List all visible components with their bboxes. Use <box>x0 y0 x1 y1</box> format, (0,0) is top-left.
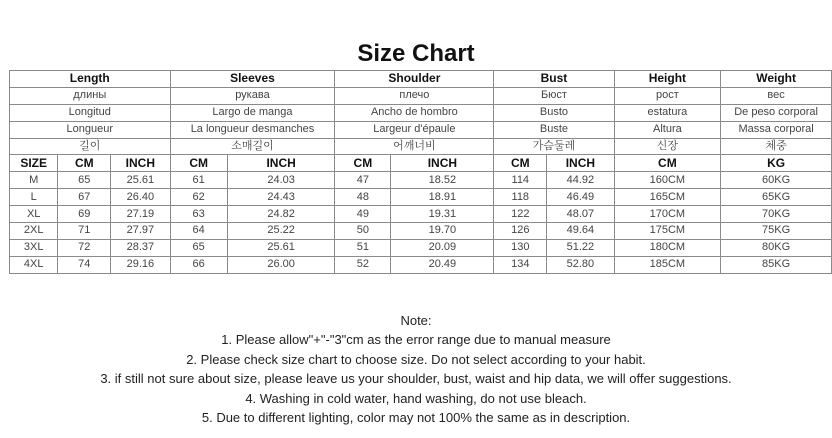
note-item: 3. if still not sure about size, please leave us your shoulder, bust, waist and hip data, we will offer suggestions. <box>100 371 732 387</box>
translation-height: Altura <box>614 121 721 138</box>
size-chart-title: Size Chart <box>357 40 475 67</box>
table-row <box>10 172 832 189</box>
translation-sleeves: Largo de manga <box>170 104 335 121</box>
cell-weight: 75KG <box>721 223 832 240</box>
cell-height: 175CM <box>614 223 721 240</box>
cell-sleeves-cm: 63 <box>170 206 227 223</box>
cell-size: XL <box>10 206 58 223</box>
cell-length-cm: 69 <box>58 206 111 223</box>
cell-sleeves-cm: 66 <box>170 256 227 273</box>
header-length: Length <box>10 71 171 88</box>
cell-sleeves-cm: 61 <box>170 172 227 189</box>
cell-bust-inch: 49.64 <box>547 223 614 240</box>
table-row <box>10 256 832 273</box>
cell-length-inch: 26.40 <box>111 189 170 206</box>
header-shoulder: Shoulder <box>335 71 494 88</box>
cell-height: 180CM <box>614 239 721 256</box>
cell-shoulder-cm: 47 <box>335 172 391 189</box>
cell-length-inch: 27.97 <box>111 223 170 240</box>
cell-size: M <box>10 172 58 189</box>
col-weight-kg: KG <box>721 155 832 172</box>
translation-sleeves: La longueur desmanches <box>170 121 335 138</box>
cell-length-inch: 28.37 <box>111 239 170 256</box>
cell-length-cm: 65 <box>58 172 111 189</box>
cell-size: 4XL <box>10 256 58 273</box>
translation-row-spanish <box>10 104 832 121</box>
col-length-inch: INCH <box>111 155 170 172</box>
cell-bust-inch: 46.49 <box>547 189 614 206</box>
cell-height: 160CM <box>614 172 721 189</box>
cell-shoulder-inch: 19.31 <box>391 206 494 223</box>
size-chart-body <box>10 71 832 274</box>
col-height-cm: CM <box>614 155 721 172</box>
cell-shoulder-inch: 19.70 <box>391 223 494 240</box>
cell-bust-cm: 118 <box>494 189 547 206</box>
note-item: 4. Washing in cold water, hand washing, do not use bleach. <box>245 390 587 406</box>
cell-length-inch: 27.19 <box>111 206 170 223</box>
cell-bust-cm: 114 <box>494 172 547 189</box>
header-weight: Weight <box>721 71 832 88</box>
note-item: 2. Please check size chart to choose size. Do not select according to your habit. <box>186 351 646 367</box>
translation-bust: 가슴둘레 <box>494 138 614 155</box>
cell-weight: 80KG <box>721 239 832 256</box>
notes-heading: Note: <box>400 313 432 328</box>
translation-shoulder: плечо <box>335 87 494 104</box>
cell-shoulder-cm: 52 <box>335 256 391 273</box>
translation-bust: Бюст <box>494 87 614 104</box>
translation-bust: Buste <box>494 121 614 138</box>
cell-shoulder-cm: 49 <box>335 206 391 223</box>
col-bust-inch: INCH <box>547 155 614 172</box>
cell-shoulder-cm: 50 <box>335 223 391 240</box>
cell-bust-cm: 134 <box>494 256 547 273</box>
cell-shoulder-cm: 48 <box>335 189 391 206</box>
cell-shoulder-cm: 51 <box>335 239 391 256</box>
col-length-cm: CM <box>58 155 111 172</box>
cell-sleeves-cm: 65 <box>170 239 227 256</box>
cell-length-cm: 72 <box>58 239 111 256</box>
header-bust: Bust <box>494 71 614 88</box>
cell-length-cm: 74 <box>58 256 111 273</box>
col-sleeves-inch: INCH <box>227 155 335 172</box>
col-size: SIZE <box>10 155 58 172</box>
cell-sleeves-inch: 26.00 <box>227 256 335 273</box>
unit-header-row <box>10 155 832 172</box>
cell-sleeves-inch: 25.61 <box>227 239 335 256</box>
translation-length: Longitud <box>10 104 171 121</box>
translation-height: 신장 <box>614 138 721 155</box>
cell-sleeves-inch: 24.03 <box>227 172 335 189</box>
table-row <box>10 223 832 240</box>
measurement-header-row <box>10 71 832 88</box>
cell-shoulder-inch: 18.91 <box>391 189 494 206</box>
col-shoulder-inch: INCH <box>391 155 494 172</box>
translation-row-russian <box>10 87 832 104</box>
cell-weight: 85KG <box>721 256 832 273</box>
translation-row-korean <box>10 138 832 155</box>
cell-bust-cm: 130 <box>494 239 547 256</box>
translation-weight: De peso corporal <box>721 104 832 121</box>
translation-bust: Busto <box>494 104 614 121</box>
translation-height: рост <box>614 87 721 104</box>
cell-length-inch: 29.16 <box>111 256 170 273</box>
table-row <box>10 239 832 256</box>
cell-sleeves-cm: 64 <box>170 223 227 240</box>
translation-height: estatura <box>614 104 721 121</box>
cell-weight: 60KG <box>721 172 832 189</box>
cell-shoulder-inch: 20.49 <box>391 256 494 273</box>
table-row <box>10 206 832 223</box>
col-shoulder-cm: CM <box>335 155 391 172</box>
cell-size: L <box>10 189 58 206</box>
cell-bust-inch: 51.22 <box>547 239 614 256</box>
table-row <box>10 189 832 206</box>
cell-bust-cm: 126 <box>494 223 547 240</box>
cell-bust-inch: 44.92 <box>547 172 614 189</box>
cell-size: 2XL <box>10 223 58 240</box>
translation-length: 길이 <box>10 138 171 155</box>
header-height: Height <box>614 71 721 88</box>
translation-shoulder: Ancho de hombro <box>335 104 494 121</box>
translation-shoulder: Largeur d'épaule <box>335 121 494 138</box>
col-sleeves-cm: CM <box>170 155 227 172</box>
translation-row-french <box>10 121 832 138</box>
note-item: 5. Due to different lighting, color may not 100% the same as in description. <box>201 409 631 425</box>
cell-size: 3XL <box>10 239 58 256</box>
cell-shoulder-inch: 18.52 <box>391 172 494 189</box>
cell-height: 165CM <box>614 189 721 206</box>
cell-bust-inch: 52.80 <box>547 256 614 273</box>
cell-weight: 70KG <box>721 206 832 223</box>
translation-sleeves: 소매길이 <box>170 138 335 155</box>
cell-length-cm: 67 <box>58 189 111 206</box>
notes-section <box>0 311 832 427</box>
cell-sleeves-inch: 25.22 <box>227 223 335 240</box>
translation-sleeves: рукава <box>170 87 335 104</box>
header-sleeves: Sleeves <box>170 71 335 88</box>
cell-sleeves-cm: 62 <box>170 189 227 206</box>
translation-weight: Massa corporal <box>721 121 832 138</box>
cell-length-inch: 25.61 <box>111 172 170 189</box>
cell-height: 185CM <box>614 256 721 273</box>
cell-bust-inch: 48.07 <box>547 206 614 223</box>
cell-bust-cm: 122 <box>494 206 547 223</box>
translation-weight: 체중 <box>721 138 832 155</box>
cell-length-cm: 71 <box>58 223 111 240</box>
cell-sleeves-inch: 24.82 <box>227 206 335 223</box>
col-bust-cm: CM <box>494 155 547 172</box>
size-chart-table <box>9 70 832 274</box>
cell-sleeves-inch: 24.43 <box>227 189 335 206</box>
translation-weight: вес <box>721 87 832 104</box>
translation-length: Longueur <box>10 121 171 138</box>
cell-weight: 65KG <box>721 189 832 206</box>
cell-shoulder-inch: 20.09 <box>391 239 494 256</box>
note-item: 1. Please allow"+"-"3"cm as the error range due to manual measure <box>221 332 611 348</box>
cell-height: 170CM <box>614 206 721 223</box>
translation-shoulder: 어깨너비 <box>335 138 494 155</box>
translation-length: длины <box>10 87 171 104</box>
